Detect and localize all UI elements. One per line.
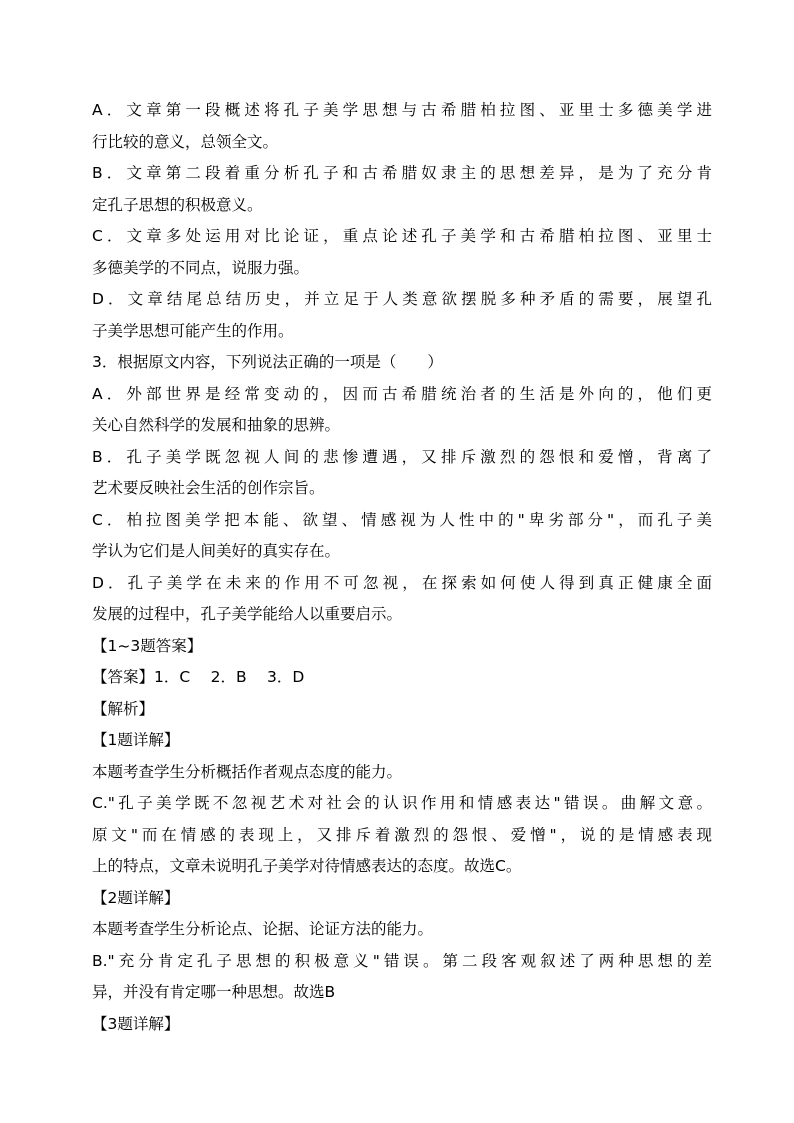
q3-option-b-line-2: 艺术要反映社会生活的创作宗旨。: [92, 479, 325, 497]
answers-line: 【答案】1．C 2．B 3．D: [92, 668, 305, 686]
option-b-line-1: B．文章第二段着重分析孔子和古希腊奴隶主的思想差异，是为了充分肯: [92, 164, 712, 182]
option-b-line-2: 定孔子思想的积极意义。: [92, 195, 263, 214]
option-a-line-2: 行比较的意义，总领全文。: [92, 132, 279, 151]
q2-explanation-line-2: B."充分肯定孔子思想的积极意义"错误。第二段客观叙述了两种思想的差: [92, 951, 712, 970]
q1-explanation-line-1: 本题考查学生分析概括作者观点态度的能力。: [92, 762, 403, 781]
q3-option-b-line-1: B．孔子美学既忽视人间的悲惨遭遇，又排斥激烈的怨恨和爱憎，背离了: [92, 447, 712, 466]
q1-explanation-line-4: 上的特点，文章未说明孔子美学对待情感表达的态度。故选C。: [92, 857, 522, 875]
answers-heading: 【1~3题答案】: [92, 636, 203, 655]
q3-option-d-line-2: 发展的过程中，孔子美学能给人以重要启示。: [92, 605, 403, 623]
option-d-line-2: 子美学思想可能产生的作用。: [92, 321, 294, 340]
q2-explanation-line-1: 本题考查学生分析论点、论据、论证方法的能力。: [92, 920, 434, 938]
q1-explanation-heading: 【1题详解】: [92, 731, 180, 749]
q2-explanation-heading: 【2题详解】: [92, 888, 180, 907]
document-body: [92, 95, 712, 1040]
q3-option-d-line-1: D．孔子美学在未来的作用不可忽视，在探索如何使人得到真正健康全面: [92, 573, 712, 592]
analysis-heading: 【解析】: [92, 699, 155, 718]
option-a-line-1: A．文章第一段概述将孔子美学思想与古希腊柏拉图、亚里士多德美学进: [92, 101, 712, 119]
option-d-line-1: D．文章结尾总结历史，并立足于人类意欲摆脱多种矛盾的需要，展望孔: [92, 290, 712, 308]
q3-option-a-line-2: 关心自然科学的发展和抽象的思辨。: [92, 416, 341, 434]
q3-explanation-heading: 【3题详解】: [92, 1014, 180, 1033]
q3-option-c-line-1: C．柏拉图美学把本能、欲望、情感视为人性中的"卑劣部分"，而孔子美: [92, 510, 712, 529]
option-c-line-1: C．文章多处运用对比论证，重点论述孔子美学和古希腊柏拉图、亚里士: [92, 227, 712, 245]
question-3-stem: 3．根据原文内容，下列说法正确的一项是（ ）: [92, 353, 443, 371]
q3-option-c-line-2: 学认为它们是人间美好的真实存在。: [92, 542, 341, 560]
option-c-line-2: 多德美学的不同点，说服力强。: [92, 258, 310, 277]
q2-explanation-line-3: 异，并没有肯定哪一种思想。故选B: [92, 983, 336, 1001]
q3-option-a-line-1: A．外部世界是经常变动的，因而古希腊统治者的生活是外向的，他们更: [92, 384, 712, 403]
q1-explanation-line-2: C."孔子美学既不忽视艺术对社会的认识作用和情感表达"错误。曲解文意。: [92, 794, 712, 812]
q1-explanation-line-3: 原文"而在情感的表现上，又排斥着激烈的怨恨、爱憎"，说的是情感表现: [92, 825, 712, 844]
